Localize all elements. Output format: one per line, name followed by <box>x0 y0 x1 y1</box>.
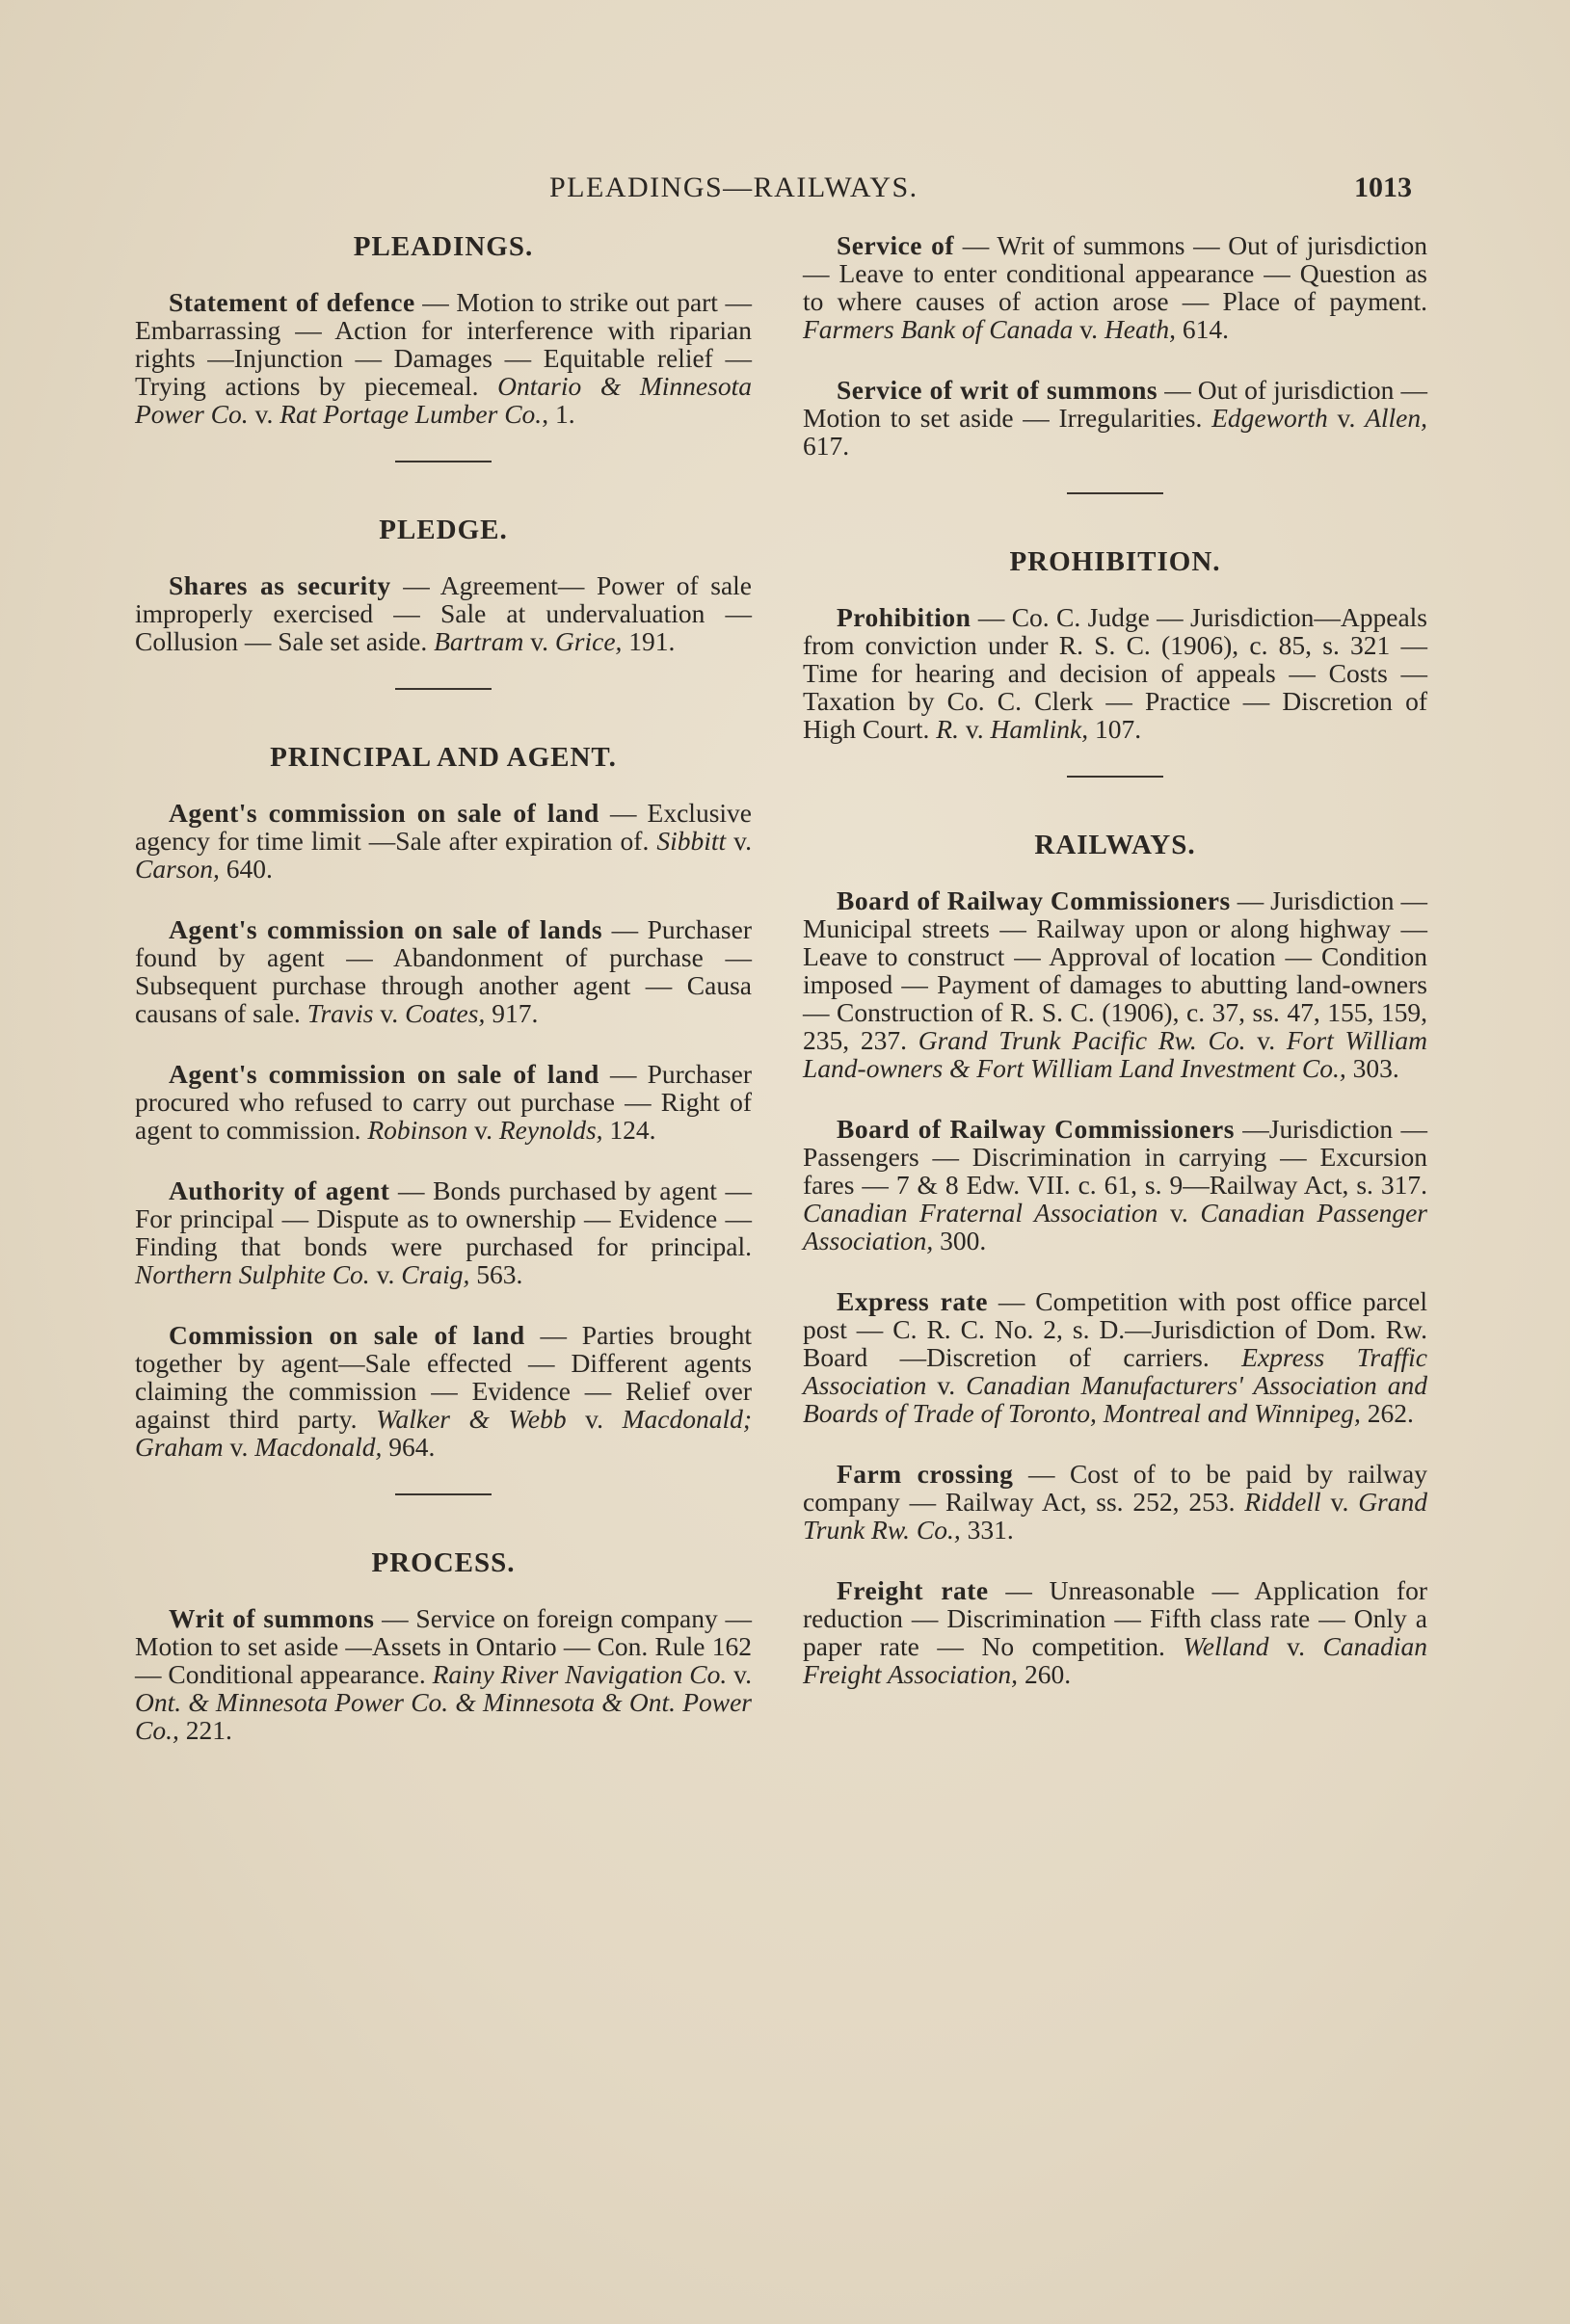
entry-text: — Agreement— Power of sale improperly exercised — Sale at undervaluation — Collusion — Sale set aside. <box>135 570 752 656</box>
case-party: Canadian Freight Association, <box>803 1631 1427 1689</box>
entry-text: — Service on foreign company — Motion to set aside —Assets in Ontario — Con. Rule 162— Conditional appearance. <box>135 1603 752 1689</box>
entry-keyword: Service of <box>837 230 955 260</box>
case-party: Travis <box>306 998 374 1028</box>
case-party: Northern Sulphite Co. <box>135 1259 370 1289</box>
digest-entry <box>803 231 1427 343</box>
versus: v. <box>373 998 406 1028</box>
case-party: Canadian Passenger Association, <box>803 1198 1427 1255</box>
case-citation: 640. <box>219 854 273 884</box>
entry-keyword: Agent's commission on sale of land <box>169 1059 599 1089</box>
entry-keyword: Board of Railway Commissioners <box>837 1114 1235 1144</box>
case-citation: 124. <box>602 1115 656 1145</box>
running-title: PLEADINGS—RAILWAYS. <box>549 172 918 203</box>
entry-text: — Jurisdiction — Municipal streets — Railway upon or along highway — Leave to construct — Approval of location — Condition imposed — Payment of damages to abutting land-owners — Construction of R. S. C. (1906), c. 37, ss. 47, 155, 159, 235, 237. <box>803 885 1427 1055</box>
versus: v. <box>1320 1487 1359 1517</box>
digest-entry <box>803 603 1427 743</box>
digest-entry <box>135 799 752 883</box>
entry-keyword: Freight rate <box>837 1575 989 1605</box>
digest-entry <box>135 571 752 655</box>
left-column <box>135 231 752 1777</box>
entry-keyword: Agent's commission on sale of land <box>169 798 599 828</box>
case-party: Macdonald; Graham <box>135 1404 752 1462</box>
section-heading-pleadings: PLEADINGS. <box>353 231 534 262</box>
case-citation: 300. <box>933 1226 987 1255</box>
versus: v. <box>467 1115 499 1145</box>
versus: v. <box>1158 1198 1201 1228</box>
case-citation: 563. <box>469 1259 523 1289</box>
digest-entry <box>803 1460 1427 1544</box>
case-party: Allen, <box>1365 403 1428 433</box>
digest-entry <box>803 1287 1427 1427</box>
page-number: 1013 <box>1354 172 1412 203</box>
entry-text: — Competition with post office parcel post — C. R. C. No. 2, s. D.—Jurisdiction of Dom. Rw. Board —Discretion of carriers. <box>803 1286 1427 1372</box>
digest-entry <box>135 1176 752 1288</box>
entry-keyword: Prohibition <box>837 602 971 632</box>
entry-text: — Co. C. Judge — Jurisdiction—Appeals from conviction under R. S. C. (1906), c. 85, s. 321 — Time for hearing and decision of appeals — Costs — Taxation by Co. C. Clerk — Practice — Discretion of High Court. <box>803 602 1427 744</box>
case-citation: 221. <box>178 1715 232 1745</box>
digest-entry <box>803 376 1427 460</box>
entry-text: —Jurisdiction — Passengers — Discrimination in carrying — Excursion fares — 7 & 8 Edw. VII. c. 61, s. 9—Railway Act, s. 317. <box>803 1114 1427 1200</box>
versus: v. <box>369 1259 402 1289</box>
case-party: Craig, <box>401 1259 470 1289</box>
versus: v. <box>958 714 991 744</box>
digest-entry <box>135 1060 752 1144</box>
case-party: Hamlink, <box>990 714 1089 744</box>
running-header <box>0 172 1570 214</box>
case-party: Grand Trunk Rw. Co., <box>803 1487 1427 1545</box>
entry-keyword: Writ of summons <box>169 1603 375 1633</box>
case-party: Farmers Bank of Canada <box>803 314 1074 344</box>
case-party: Walker & Webb <box>376 1404 567 1434</box>
digest-entry <box>135 915 752 1027</box>
case-party: Bartram <box>434 626 524 656</box>
section-heading-prohibition: PROHIBITION. <box>1009 546 1221 577</box>
case-citation: 964. <box>382 1432 436 1462</box>
entry-text: — Motion to strike out part — Embarrassing — Action for interference with riparian rights —Injunction — Damages — Equitable relief — Trying actions by piecemeal. <box>135 287 752 401</box>
section-heading-process: PROCESS. <box>371 1547 516 1578</box>
case-party: Carson, <box>135 854 220 884</box>
case-party: Ontario & Minnesota Power Co. <box>135 371 752 429</box>
entry-keyword: Service of writ of summons <box>837 375 1158 405</box>
versus: v. <box>727 1659 752 1689</box>
entry-text: — Exclusive agency for time limit —Sale after expiration of. <box>135 798 752 856</box>
versus: v. <box>223 1432 255 1462</box>
case-party: Grice, <box>554 626 623 656</box>
digest-entry <box>135 1604 752 1744</box>
case-citation: 262. <box>1360 1398 1414 1428</box>
entry-text: — Writ of summons — Out of jurisdiction — Leave to enter conditional appearance — Question as to where causes of action arose — Place of payment. <box>803 230 1427 316</box>
case-citation: 917. <box>485 998 539 1028</box>
case-citation: 260. <box>1018 1659 1072 1689</box>
entry-keyword: Statement of defence <box>169 287 415 317</box>
case-party: Edgeworth <box>1211 403 1328 433</box>
case-citation: 303. <box>1345 1053 1399 1083</box>
versus: v. <box>1327 403 1366 433</box>
case-citation: 617. <box>803 431 850 461</box>
case-party: Fort William Land-owners & Fort William Land Investment Co., <box>803 1025 1428 1083</box>
case-citation: , 1. <box>542 399 575 429</box>
entry-text: — Cost of to be paid by railway company — Railway Act, ss. 252, 253. <box>803 1459 1428 1517</box>
case-party: Welland <box>1183 1631 1269 1661</box>
digest-entry <box>135 288 752 428</box>
right-column <box>803 231 1427 1721</box>
versus: v. <box>248 399 280 429</box>
entry-keyword: Commission on sale of land <box>169 1320 525 1350</box>
case-party: R. <box>936 714 959 744</box>
versus: v. <box>926 1370 967 1400</box>
entry-text: — Purchaser procured who refused to carry out purchase — Right of agent to commission. <box>135 1059 752 1145</box>
section-heading-pledge: PLEDGE. <box>379 515 508 545</box>
entry-keyword: Shares as security <box>169 570 391 600</box>
case-party: Grand Trunk Pacific Rw. Co. <box>918 1025 1246 1055</box>
digest-entry <box>135 1321 752 1461</box>
section-heading-railways: RAILWAYS. <box>1034 830 1196 860</box>
case-party: Sibbitt <box>656 826 727 856</box>
case-citation: 614. <box>1176 314 1230 344</box>
case-party: Ont. & Minnesota Power Co. & Minnesota & Ont. Power Co., <box>135 1687 752 1745</box>
entry-keyword: Board of Railway Commissioners <box>837 885 1231 915</box>
entry-text: — Purchaser found by agent — Abandonment of purchase — Subsequent purchase through another agent — Causa causans of sale. <box>135 914 752 1028</box>
case-party: Coates, <box>405 998 486 1028</box>
case-party: Canadian Manufacturers' Association and Boards of Trade of Toronto, Montreal and Winnipeg, <box>803 1370 1427 1428</box>
case-citation: 191. <box>622 626 676 656</box>
case-party: Reynolds, <box>498 1115 603 1145</box>
versus: v. <box>523 626 555 656</box>
entry-keyword: Agent's commission on sale of lands <box>169 914 603 944</box>
entry-text: — Unreasonable — Application for reduction — Discrimination — Fifth class rate — Only a paper rate — No competition. <box>803 1575 1427 1661</box>
versus: v. <box>1073 314 1104 344</box>
versus: v. <box>726 826 753 856</box>
case-party: Heath, <box>1104 314 1177 344</box>
case-party: Rainy River Navigation Co. <box>432 1659 728 1689</box>
case-party: Canadian Fraternal Association <box>803 1198 1158 1228</box>
entry-keyword: Farm crossing <box>837 1459 1014 1489</box>
entry-text: — Parties brought together by agent—Sale effected — Different agents claiming the commission — Evidence — Relief over against third party. <box>135 1320 752 1434</box>
section-divider <box>395 688 492 690</box>
digest-entry <box>803 886 1427 1082</box>
case-party: Macdonald, <box>254 1432 383 1462</box>
digest-entry <box>803 1576 1427 1688</box>
digest-entry <box>803 1115 1427 1254</box>
case-citation: 331. <box>960 1515 1014 1545</box>
versus: v. <box>1245 1025 1287 1055</box>
case-citation: 107. <box>1088 714 1142 744</box>
entry-text: — Bonds purchased by agent — For principal — Dispute as to ownership — Evidence — Finding that bonds were purchased for principal. <box>135 1175 752 1261</box>
section-divider <box>1067 776 1163 778</box>
versus: v. <box>1268 1631 1323 1661</box>
section-heading-principal-and-agent: PRINCIPAL AND AGENT. <box>270 742 617 773</box>
entry-keyword: Express rate <box>837 1286 988 1316</box>
case-party: Robinson <box>367 1115 468 1145</box>
section-divider <box>1067 492 1163 494</box>
entry-text: — Out of jurisdiction — Motion to set aside — Irregularities. <box>803 375 1427 433</box>
entry-keyword: Authority of agent <box>169 1175 390 1205</box>
case-party: Rat Portage Lumber Co. <box>279 399 543 429</box>
section-divider <box>395 461 492 462</box>
case-party: Express Traffic Association <box>803 1342 1427 1400</box>
versus: v. <box>566 1404 623 1434</box>
section-divider <box>395 1493 492 1495</box>
case-party: Riddell <box>1244 1487 1321 1517</box>
